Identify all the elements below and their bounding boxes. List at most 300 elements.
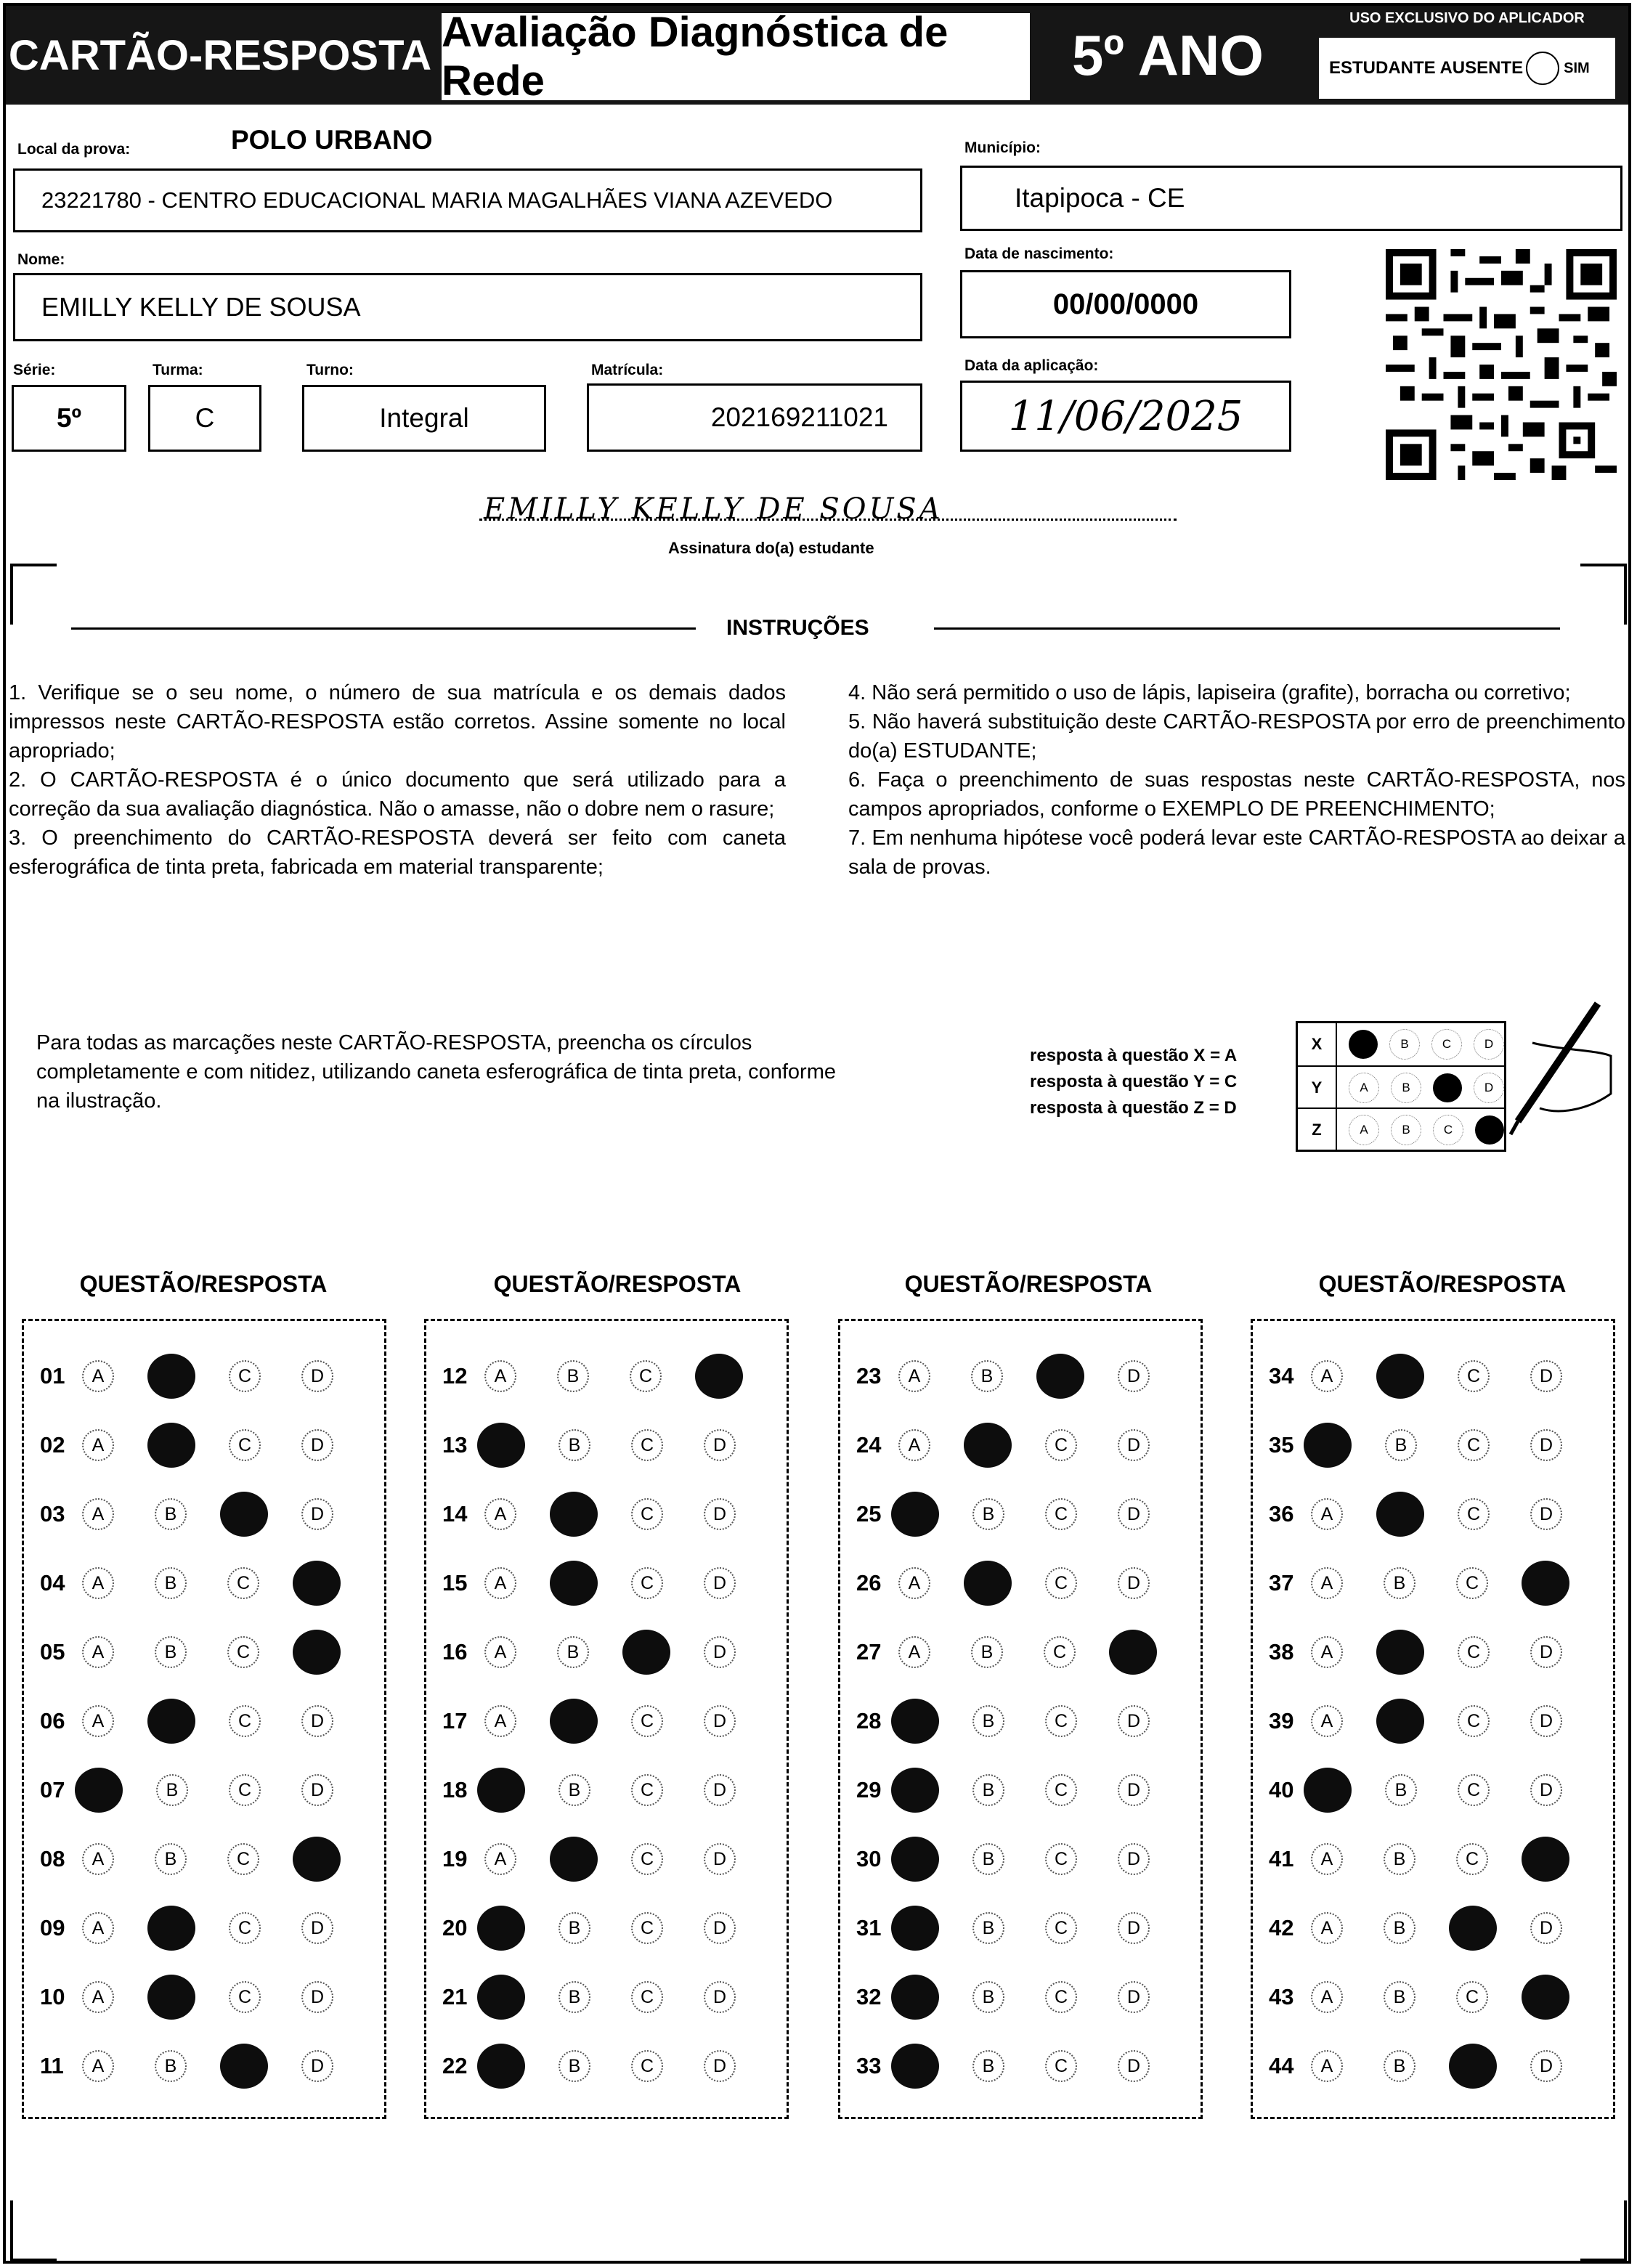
- answer-bubble-b[interactable]: [550, 1561, 598, 1606]
- question-number: 19: [442, 1846, 468, 1871]
- answer-bubble-a[interactable]: A: [898, 1429, 930, 1461]
- answer-bubble-c[interactable]: C: [227, 1567, 259, 1599]
- answer-bubble-c[interactable]: [1036, 1354, 1084, 1399]
- answer-bubble-c[interactable]: [1449, 1906, 1497, 1951]
- card-title: CARTÃO-RESPOSTA: [6, 6, 434, 105]
- answer-row: [24, 1686, 384, 1756]
- aplicacao-field: [960, 381, 1291, 452]
- answer-bubble-b[interactable]: B: [155, 1843, 187, 1875]
- question-number: 38: [1269, 1639, 1294, 1665]
- answer-bubble-a[interactable]: A: [484, 1567, 516, 1599]
- answer-row: [840, 1548, 1201, 1618]
- answer-bubble-c[interactable]: C: [229, 1774, 261, 1806]
- example-bubble: A: [1349, 1073, 1379, 1103]
- answer-bubble-b[interactable]: B: [1384, 1843, 1415, 1875]
- question-number: 05: [40, 1639, 65, 1665]
- answer-bubble-d[interactable]: [1522, 1975, 1569, 2020]
- answer-bubble-c[interactable]: C: [631, 1498, 663, 1530]
- question-number: 37: [1269, 1570, 1294, 1596]
- answer-bubble-b[interactable]: B: [558, 1774, 590, 1806]
- answer-bubble-c[interactable]: C: [1045, 1429, 1077, 1461]
- answer-bubble-a[interactable]: [1304, 1768, 1352, 1813]
- instructions-rule-left: [71, 627, 696, 630]
- answer-row: [1253, 1893, 1613, 1963]
- answer-bubble-d[interactable]: D: [301, 1498, 333, 1530]
- answer-bubble-b[interactable]: [1376, 1699, 1424, 1744]
- answer-bubble-d[interactable]: [1522, 1837, 1569, 1882]
- answer-bubble-c[interactable]: [220, 1492, 268, 1537]
- answer-column: [424, 1319, 789, 2119]
- answer-bubble-a[interactable]: A: [898, 1360, 930, 1392]
- answer-bubble-b[interactable]: B: [558, 1429, 590, 1461]
- answer-bubble-d[interactable]: D: [1530, 1912, 1562, 1944]
- answer-bubble-a[interactable]: A: [898, 1567, 930, 1599]
- answer-row: [24, 1410, 384, 1480]
- answer-bubble-b[interactable]: B: [972, 1705, 1004, 1737]
- answer-bubble-d[interactable]: D: [1118, 1567, 1150, 1599]
- answer-bubble-d[interactable]: D: [301, 1429, 333, 1461]
- answer-row: [426, 2031, 787, 2101]
- answer-bubble-b[interactable]: B: [557, 1636, 589, 1668]
- answer-bubble-b[interactable]: B: [972, 1774, 1004, 1806]
- answer-bubble-d[interactable]: D: [1530, 1636, 1562, 1668]
- answer-bubble-b[interactable]: B: [1385, 1774, 1417, 1806]
- answer-bubble-b[interactable]: B: [155, 2050, 187, 2082]
- answer-bubble-c[interactable]: C: [1458, 1360, 1490, 1392]
- answer-row: [1253, 1962, 1613, 2032]
- answer-bubble-b[interactable]: B: [972, 1981, 1004, 2013]
- answer-bubble-b[interactable]: [550, 1837, 598, 1882]
- answer-bubble-a[interactable]: [891, 1975, 939, 2020]
- answer-bubble-b[interactable]: B: [972, 1912, 1004, 1944]
- answer-row: [840, 1755, 1201, 1825]
- answer-bubble-a[interactable]: [477, 1906, 525, 1951]
- answer-bubble-d[interactable]: [1522, 1561, 1569, 1606]
- answer-row: [426, 1341, 787, 1411]
- answer-bubble-a[interactable]: A: [82, 1636, 114, 1668]
- example-question: Y: [1298, 1067, 1337, 1109]
- example-bubble: B: [1389, 1029, 1420, 1060]
- answer-row: [840, 1479, 1201, 1549]
- answer-bubble-c[interactable]: C: [631, 2050, 663, 2082]
- instructions-rule-right: [934, 627, 1560, 630]
- answer-bubble-b[interactable]: B: [155, 1567, 187, 1599]
- question-number: 12: [442, 1363, 468, 1389]
- answer-bubble-a[interactable]: A: [484, 1360, 516, 1392]
- answer-bubble-a[interactable]: [891, 1699, 939, 1744]
- answer-bubble-d[interactable]: D: [1118, 1981, 1150, 2013]
- answer-bubble-b[interactable]: B: [155, 1636, 187, 1668]
- answer-bubble-d[interactable]: D: [301, 1981, 333, 2013]
- question-number: 36: [1269, 1501, 1294, 1527]
- answer-bubble-d[interactable]: D: [704, 1498, 736, 1530]
- answer-bubble-d[interactable]: D: [1118, 1429, 1150, 1461]
- answer-bubble-a[interactable]: A: [484, 1843, 516, 1875]
- answer-bubble-b[interactable]: [147, 1354, 195, 1399]
- answer-bubble-d[interactable]: D: [1118, 1360, 1150, 1392]
- question-number: 21: [442, 1984, 468, 2009]
- answer-bubble-c[interactable]: C: [1458, 1429, 1490, 1461]
- answer-bubble-a[interactable]: A: [1311, 1705, 1343, 1737]
- answer-bubble-a[interactable]: [477, 1768, 525, 1813]
- answer-bubble-a[interactable]: [891, 1906, 939, 1951]
- answer-bubble-b[interactable]: B: [558, 2050, 590, 2082]
- answer-bubble-b[interactable]: B: [558, 1981, 590, 2013]
- answer-bubble-a[interactable]: A: [484, 1636, 516, 1668]
- answer-row: [426, 1755, 787, 1825]
- answer-bubble-d[interactable]: D: [704, 1567, 736, 1599]
- answer-bubble-c[interactable]: C: [229, 1912, 261, 1944]
- serie-field: [12, 385, 126, 452]
- question-number: 13: [442, 1432, 468, 1458]
- answer-bubble-c[interactable]: C: [1045, 1705, 1077, 1737]
- answer-bubble-d[interactable]: D: [1118, 2050, 1150, 2082]
- turno-label: Turno:: [306, 362, 354, 378]
- answer-bubble-a[interactable]: A: [1311, 2050, 1343, 2082]
- answer-bubble-b[interactable]: [147, 1906, 195, 1951]
- answer-bubble-b[interactable]: [147, 1423, 195, 1468]
- answer-bubble-c[interactable]: C: [1456, 1843, 1488, 1875]
- question-number: 23: [856, 1363, 882, 1389]
- answer-row: [1253, 2031, 1613, 2101]
- answer-bubble-c[interactable]: C: [1045, 1981, 1077, 2013]
- answer-bubble-a[interactable]: [75, 1768, 123, 1813]
- question-number: 43: [1269, 1984, 1294, 2009]
- answer-bubble-a[interactable]: [1304, 1423, 1352, 1468]
- municipio-label: Município:: [964, 139, 1041, 156]
- example-line: resposta à questão Y = C: [1030, 1072, 1238, 1092]
- answer-bubble-c[interactable]: C: [229, 1360, 261, 1392]
- answer-bubble-b[interactable]: B: [972, 1843, 1004, 1875]
- answer-bubble-c[interactable]: C: [1458, 1705, 1490, 1737]
- answer-row: [840, 1410, 1201, 1480]
- answer-row: [426, 1893, 787, 1963]
- answer-bubble-d[interactable]: D: [704, 1429, 736, 1461]
- answer-bubble-c[interactable]: C: [1458, 1774, 1490, 1806]
- example-line: resposta à questão Z = D: [1030, 1098, 1237, 1118]
- question-number: 07: [40, 1777, 65, 1802]
- answer-row: [840, 1617, 1201, 1687]
- answer-bubble-a[interactable]: A: [82, 1498, 114, 1530]
- answer-bubble-b[interactable]: B: [1384, 1912, 1415, 1944]
- example-row: [1298, 1107, 1504, 1151]
- answer-bubble-d[interactable]: D: [301, 1360, 333, 1392]
- answer-bubble-c[interactable]: C: [631, 1774, 663, 1806]
- example-bubble: D: [1474, 1029, 1504, 1060]
- answer-bubble-b[interactable]: [1376, 1354, 1424, 1399]
- answer-bubble-d[interactable]: [1109, 1630, 1157, 1675]
- answer-row: [1253, 1548, 1613, 1618]
- turma-field: [148, 385, 261, 452]
- nascimento-label: Data de nascimento:: [964, 245, 1114, 262]
- example-bubble: C: [1433, 1115, 1463, 1145]
- example-row: [1298, 1023, 1504, 1065]
- answer-bubble-b[interactable]: B: [1384, 2050, 1415, 2082]
- question-number: 44: [1269, 2053, 1294, 2078]
- answer-bubble-b[interactable]: B: [972, 2050, 1004, 2082]
- answer-bubble-b[interactable]: B: [155, 1498, 187, 1530]
- answer-bubble-b[interactable]: B: [972, 1498, 1004, 1530]
- column-title: QUESTÃO/RESPOSTA: [1318, 1271, 1567, 1297]
- answer-bubble-d[interactable]: D: [704, 1705, 736, 1737]
- answer-bubble-a[interactable]: A: [82, 1429, 114, 1461]
- answer-bubble-b[interactable]: B: [557, 1360, 589, 1392]
- answer-bubble-a[interactable]: [477, 2044, 525, 2089]
- answer-bubble-c[interactable]: C: [631, 1912, 663, 1944]
- answer-bubble-c[interactable]: C: [1456, 1567, 1488, 1599]
- answer-bubble-d[interactable]: D: [1530, 1774, 1562, 1806]
- answer-row: [24, 2031, 384, 2101]
- example-bubble: [1433, 1073, 1462, 1102]
- answer-bubble-a[interactable]: A: [898, 1636, 930, 1668]
- answer-bubble-b[interactable]: B: [971, 1636, 1003, 1668]
- answer-row: [1253, 1410, 1613, 1480]
- answer-bubble-a[interactable]: [891, 1768, 939, 1813]
- answer-bubble-c[interactable]: [622, 1630, 670, 1675]
- answer-bubble-c[interactable]: C: [631, 1843, 663, 1875]
- question-number: 15: [442, 1570, 468, 1596]
- answer-bubble-a[interactable]: A: [1311, 1843, 1343, 1875]
- answer-bubble-d[interactable]: D: [1118, 1705, 1150, 1737]
- answer-bubble-d[interactable]: D: [704, 1912, 736, 1944]
- school-value: 23221780 - CENTRO EDUCACIONAL MARIA MAGALHÃES VIANA AZEVEDO: [41, 187, 833, 213]
- municipio-field: [960, 166, 1622, 231]
- signature-handwritten: EMILLY KELLY DE SOUSA: [484, 492, 943, 526]
- answer-bubble-a[interactable]: A: [1311, 1981, 1343, 2013]
- absent-label: ESTUDANTE AUSENTE: [1329, 58, 1524, 78]
- answer-bubble-c[interactable]: C: [229, 1705, 261, 1737]
- answer-row: [426, 1686, 787, 1756]
- answer-bubble-b[interactable]: B: [971, 1360, 1003, 1392]
- answer-bubble-c[interactable]: [220, 2044, 268, 2089]
- answer-bubble-b[interactable]: B: [156, 1774, 188, 1806]
- answer-bubble-a[interactable]: [891, 1837, 939, 1882]
- answer-bubble-d[interactable]: D: [1118, 1912, 1150, 1944]
- answer-bubble-d[interactable]: D: [301, 1774, 333, 1806]
- answer-bubble-a[interactable]: A: [82, 1912, 114, 1944]
- answer-bubble-d[interactable]: D: [704, 2050, 736, 2082]
- answer-bubble-b[interactable]: [964, 1423, 1012, 1468]
- answer-bubble-d[interactable]: D: [1118, 1774, 1150, 1806]
- answer-bubble-d[interactable]: D: [1530, 1705, 1562, 1737]
- question-number: 32: [856, 1984, 882, 2009]
- answer-row: [24, 1617, 384, 1687]
- grade-label: 5º ANO: [1030, 6, 1306, 105]
- answer-bubble-a[interactable]: A: [82, 1981, 114, 2013]
- answer-row: [24, 1824, 384, 1894]
- pen-illustration: [1489, 999, 1612, 1145]
- question-number: 31: [856, 1915, 882, 1940]
- answer-bubble-b[interactable]: [964, 1561, 1012, 1606]
- fill-note: Para todas as marcações neste CARTÃO-RESPOSTA, preencha os círculos completamente e com nitidez, utilizando caneta esferográfica de tinta preta, conforme na ilustração.: [36, 1031, 836, 1113]
- answer-bubble-d[interactable]: D: [1530, 2050, 1562, 2082]
- answer-bubble-b[interactable]: [550, 1699, 598, 1744]
- answer-bubble-a[interactable]: A: [484, 1498, 516, 1530]
- answer-bubble-c[interactable]: C: [1045, 1567, 1077, 1599]
- instruction-item: 4. Não será permitido o uso de lápis, lapiseira (grafite), borracha ou corretivo;: [848, 681, 1571, 704]
- question-number: 34: [1269, 1363, 1294, 1389]
- answer-bubble-a[interactable]: [477, 1975, 525, 2020]
- answer-bubble-d[interactable]: D: [704, 1774, 736, 1806]
- answer-row: [1253, 1617, 1613, 1687]
- answer-bubble-a[interactable]: A: [82, 1705, 114, 1737]
- local-pole: POLO URBANO: [231, 125, 433, 155]
- question-number: 40: [1269, 1777, 1294, 1802]
- answer-bubble-c[interactable]: C: [229, 1981, 261, 2013]
- answer-bubble-c[interactable]: C: [1458, 1636, 1490, 1668]
- answer-bubble-b[interactable]: [147, 1975, 195, 2020]
- answer-bubble-d[interactable]: D: [1530, 1429, 1562, 1461]
- answer-bubble-b[interactable]: [550, 1492, 598, 1537]
- example-question: X: [1298, 1023, 1337, 1065]
- question-number: 04: [40, 1570, 65, 1596]
- answer-row: [840, 1686, 1201, 1756]
- answer-column: [22, 1319, 386, 2119]
- question-number: 18: [442, 1777, 468, 1802]
- answer-bubble-d[interactable]: D: [1118, 1498, 1150, 1530]
- answer-bubble-d[interactable]: D: [1530, 1360, 1562, 1392]
- answer-bubble-c[interactable]: C: [1045, 1774, 1077, 1806]
- answer-bubble-c[interactable]: C: [630, 1360, 662, 1392]
- municipio-value: Itapipoca - CE: [1015, 183, 1185, 213]
- answer-row: [426, 1962, 787, 2032]
- answer-bubble-a[interactable]: [891, 2044, 939, 2089]
- answer-bubble-d[interactable]: [293, 1561, 341, 1606]
- serie-label: Série:: [13, 362, 56, 378]
- answer-bubble-c[interactable]: C: [1045, 1498, 1077, 1530]
- question-number: 02: [40, 1432, 65, 1458]
- answer-row: [24, 1548, 384, 1618]
- answer-bubble-a[interactable]: A: [82, 1567, 114, 1599]
- example-grid: [1296, 1021, 1506, 1152]
- instructions-title: INSTRUÇÕES: [726, 616, 869, 640]
- answer-bubble-a[interactable]: A: [1311, 1498, 1343, 1530]
- question-number: 06: [40, 1708, 65, 1733]
- aplicacao-value: 11/06/2025: [1008, 392, 1243, 440]
- answer-bubble-c[interactable]: C: [1045, 1912, 1077, 1944]
- answer-bubble-a[interactable]: A: [82, 1360, 114, 1392]
- answer-row: [1253, 1479, 1613, 1549]
- answer-bubble-b[interactable]: B: [558, 1912, 590, 1944]
- answer-bubble-d[interactable]: D: [704, 1843, 736, 1875]
- answer-bubble-c[interactable]: C: [1044, 1636, 1076, 1668]
- applicator-only-label: USO EXCLUSIVO DO APLICADOR: [1349, 10, 1585, 26]
- answer-bubble-a[interactable]: A: [484, 1705, 516, 1737]
- answer-row: [24, 1755, 384, 1825]
- answer-bubble-a[interactable]: A: [1311, 1912, 1343, 1944]
- absent-bubble[interactable]: [1526, 52, 1559, 85]
- matricula-value: 202169211021: [710, 402, 888, 432]
- example-row: [1298, 1065, 1504, 1109]
- answer-bubble-c[interactable]: C: [631, 1567, 663, 1599]
- answer-bubble-d[interactable]: [293, 1837, 341, 1882]
- answer-bubble-c[interactable]: C: [631, 1705, 663, 1737]
- question-number: 35: [1269, 1432, 1294, 1458]
- example-bubble: [1349, 1030, 1378, 1059]
- answer-bubble-c[interactable]: C: [631, 1429, 663, 1461]
- answer-bubble-b[interactable]: [1376, 1630, 1424, 1675]
- question-number: 30: [856, 1846, 882, 1871]
- answer-bubble-d[interactable]: D: [1530, 1498, 1562, 1530]
- answer-bubble-c[interactable]: C: [1458, 1498, 1490, 1530]
- answer-bubble-c[interactable]: [1449, 2044, 1497, 2089]
- answer-bubble-c[interactable]: C: [1045, 1843, 1077, 1875]
- nome-value: EMILLY KELLY DE SOUSA: [41, 292, 361, 322]
- absent-box: [1319, 38, 1615, 99]
- example-bubble: B: [1391, 1115, 1421, 1145]
- instructions-left: [9, 678, 786, 882]
- answer-bubble-c[interactable]: C: [229, 1429, 261, 1461]
- answer-row: [840, 1962, 1201, 2032]
- example-line: resposta à questão X = A: [1030, 1046, 1238, 1065]
- turno-field: [302, 385, 546, 452]
- answer-bubble-d[interactable]: [695, 1354, 743, 1399]
- answer-bubble-d[interactable]: D: [704, 1981, 736, 2013]
- answer-bubble-b[interactable]: [1376, 1492, 1424, 1537]
- answer-bubble-a[interactable]: A: [82, 2050, 114, 2082]
- question-number: 25: [856, 1501, 882, 1527]
- answer-bubble-a[interactable]: [477, 1423, 525, 1468]
- answer-row: [426, 1548, 787, 1618]
- question-number: 41: [1269, 1846, 1294, 1871]
- column-title: QUESTÃO/RESPOSTA: [79, 1271, 328, 1297]
- instruction-item: 1. Verifique se o seu nome, o número de sua matrícula e os demais dados impressos neste CARTÃO-RESPOSTA estão corretos. Assine somente no local apropriado;: [9, 681, 786, 763]
- answer-bubble-b[interactable]: B: [1384, 1981, 1415, 2013]
- answer-bubble-d[interactable]: D: [1118, 1843, 1150, 1875]
- question-number: 20: [442, 1915, 468, 1940]
- answer-bubble-a[interactable]: [891, 1492, 939, 1537]
- eval-title: Avaliação Diagnóstica de Rede: [442, 13, 1030, 100]
- matricula-field: [587, 383, 922, 452]
- nascimento-field: [960, 270, 1291, 338]
- instruction-item: 6. Faça o preenchimento de suas respostas neste CARTÃO-RESPOSTA, nos campos apropriados, conforme o EXEMPLO DE PREENCHIMENTO;: [848, 768, 1625, 821]
- answer-bubble-a[interactable]: A: [1311, 1360, 1343, 1392]
- answer-bubble-c[interactable]: C: [227, 1843, 259, 1875]
- question-number: 17: [442, 1708, 468, 1733]
- answer-bubble-b[interactable]: B: [1385, 1429, 1417, 1461]
- question-number: 39: [1269, 1708, 1294, 1733]
- corner-mark: [1580, 2200, 1627, 2261]
- answer-bubble-d[interactable]: D: [301, 1912, 333, 1944]
- answer-bubble-d[interactable]: D: [301, 2050, 333, 2082]
- example-bubble: D: [1474, 1073, 1504, 1103]
- answer-bubble-c[interactable]: C: [631, 1981, 663, 2013]
- answer-bubble-c[interactable]: C: [1045, 2050, 1077, 2082]
- answer-bubble-d[interactable]: [293, 1630, 341, 1675]
- school-field: [13, 168, 922, 232]
- answer-bubble-a[interactable]: A: [82, 1843, 114, 1875]
- answer-bubble-b[interactable]: B: [1384, 1567, 1415, 1599]
- answer-bubble-c[interactable]: C: [1456, 1981, 1488, 2013]
- answer-row: [426, 1410, 787, 1480]
- aplicacao-label: Data da aplicação:: [964, 357, 1099, 374]
- answer-bubble-a[interactable]: A: [1311, 1567, 1343, 1599]
- example-bubble: C: [1431, 1029, 1462, 1060]
- question-number: 14: [442, 1501, 468, 1527]
- answer-bubble-a[interactable]: A: [1311, 1636, 1343, 1668]
- answer-row: [24, 1893, 384, 1963]
- question-number: 33: [856, 2053, 882, 2078]
- local-label: Local da prova:: [17, 141, 131, 158]
- answer-bubble-c[interactable]: C: [227, 1636, 259, 1668]
- answer-row: [1253, 1824, 1613, 1894]
- answer-bubble-b[interactable]: [147, 1699, 195, 1744]
- answer-bubble-d[interactable]: D: [704, 1636, 736, 1668]
- answer-bubble-d[interactable]: D: [301, 1705, 333, 1737]
- nome-label: Nome:: [17, 251, 65, 268]
- question-number: 27: [856, 1639, 882, 1665]
- answer-row: [24, 1341, 384, 1411]
